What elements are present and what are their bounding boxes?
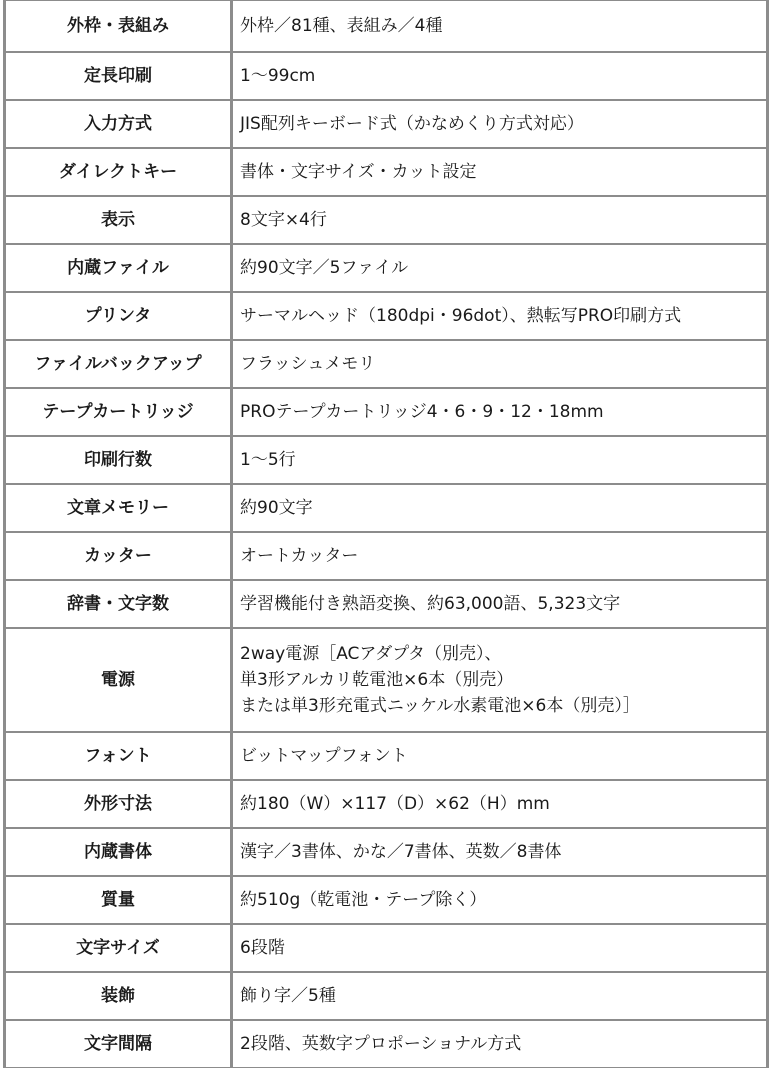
spec-label: 文字サイズ	[5, 924, 232, 972]
spec-row-cutter	[5, 532, 767, 580]
spec-value: PROテープカートリッジ4・6・9・12・18mm	[232, 388, 767, 436]
spec-row-print-lines	[5, 436, 767, 484]
spec-value: 約510g（乾電池・テープ除く）	[232, 876, 767, 924]
spec-value: 外枠／81種、表組み／4種	[232, 0, 767, 52]
spec-row-dictionary	[5, 580, 767, 628]
spec-value: 8文字×4行	[232, 196, 767, 244]
spec-label: 文字間隔	[5, 1020, 232, 1068]
spec-value: 約90文字／5ファイル	[232, 244, 767, 292]
spec-row-font	[5, 732, 767, 780]
spec-label: 定長印刷	[5, 52, 232, 100]
spec-value: JIS配列キーボード式（かなめくり方式対応）	[232, 100, 767, 148]
spec-row-text-size	[5, 924, 767, 972]
spec-row-power	[5, 628, 767, 732]
spec-table	[3, 0, 769, 1068]
spec-value: 漢字／3書体、かな／7書体、英数／8書体	[232, 828, 767, 876]
spec-row-internal-files	[5, 244, 767, 292]
spec-value: 学習機能付き熟語変換、約63,000語、5,323文字	[232, 580, 767, 628]
spec-row-file-backup	[5, 340, 767, 388]
spec-row-decoration	[5, 972, 767, 1020]
spec-row-frame	[5, 0, 767, 52]
spec-label: 内蔵ファイル	[5, 244, 232, 292]
spec-value: フラッシュメモリ	[232, 340, 767, 388]
spec-value-line: または単3形充電式ニッケル水素電池×6本（別売）］	[240, 696, 640, 716]
spec-value: オートカッター	[232, 532, 767, 580]
spec-label: ファイルバックアップ	[5, 340, 232, 388]
spec-value-line: 単3形アルカリ乾電池×6本（別売）	[240, 670, 514, 690]
spec-value: 書体・文字サイズ・カット設定	[232, 148, 767, 196]
spec-row-internal-typefaces	[5, 828, 767, 876]
spec-value: 飾り字／5種	[232, 972, 767, 1020]
spec-value: 1～99cm	[232, 52, 767, 100]
spec-label: テープカートリッジ	[5, 388, 232, 436]
spec-row-tape-cartridge	[5, 388, 767, 436]
spec-label: 印刷行数	[5, 436, 232, 484]
spec-value: 1～5行	[232, 436, 767, 484]
spec-label: 辞書・文字数	[5, 580, 232, 628]
spec-label: 外形寸法	[5, 780, 232, 828]
spec-row-direct-key	[5, 148, 767, 196]
spec-value: 6段階	[232, 924, 767, 972]
spec-value: 約180（W）×117（D）×62（H）mm	[232, 780, 767, 828]
spec-row-display	[5, 196, 767, 244]
spec-row-weight	[5, 876, 767, 924]
spec-label: カッター	[5, 532, 232, 580]
spec-value-multiline	[232, 628, 767, 732]
spec-label: 入力方式	[5, 100, 232, 148]
spec-label: 内蔵書体	[5, 828, 232, 876]
spec-label: 表示	[5, 196, 232, 244]
spec-row-input-method	[5, 100, 767, 148]
spec-row-printer	[5, 292, 767, 340]
spec-value-line: 2way電源［ACアダプタ（別売）、	[240, 644, 502, 664]
spec-label: 文章メモリー	[5, 484, 232, 532]
spec-row-text-memory	[5, 484, 767, 532]
spec-value: ビットマップフォント	[232, 732, 767, 780]
spec-label: ダイレクトキー	[5, 148, 232, 196]
spec-value: サーマルヘッド（180dpi・96dot）、熱転写PRO印刷方式	[232, 292, 767, 340]
spec-label: 電源	[5, 628, 232, 732]
spec-label: 装飾	[5, 972, 232, 1020]
spec-label: 質量	[5, 876, 232, 924]
spec-row-dimensions	[5, 780, 767, 828]
spec-label: プリンタ	[5, 292, 232, 340]
spec-value: 約90文字	[232, 484, 767, 532]
spec-row-fixed-length	[5, 52, 767, 100]
spec-label: 外枠・表組み	[5, 0, 232, 52]
spec-value: 2段階、英数字プロポーショナル方式	[232, 1020, 767, 1068]
spec-label: フォント	[5, 732, 232, 780]
spec-row-character-spacing	[5, 1020, 767, 1068]
